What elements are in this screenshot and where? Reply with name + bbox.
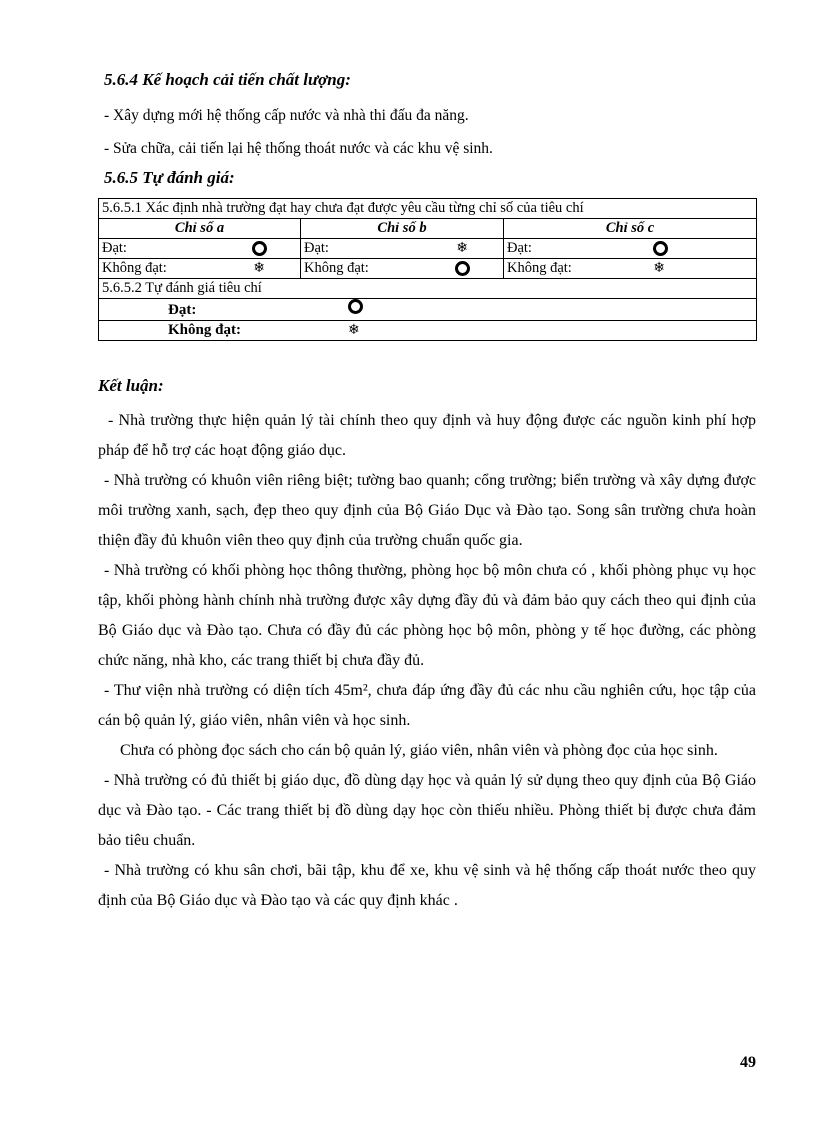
section-heading-565: 5.6.5 Tự đánh giá: bbox=[104, 168, 235, 187]
dat-label: Đạt: bbox=[507, 240, 532, 256]
khong-dat-label: Không đạt: bbox=[304, 260, 369, 276]
conclusion-body bbox=[98, 406, 756, 916]
snowflake-mark-icon: ❄ bbox=[456, 240, 468, 256]
cell-b-khong-dat bbox=[301, 259, 504, 279]
conclusion-paragraph-6: - Nhà trường có đủ thiết bị giáo dục, đồ dùng dạy học và quản lý sử dụng theo quy định của Bộ Giáo dục và Đào tạo. - Các trang thiết bị đồ dùng dạy học còn thiếu nhiều. Phòng thiết bị được chưa đảm bảo tiêu chuẩn. bbox=[98, 772, 756, 849]
snowflake-mark-icon: ❄ bbox=[653, 260, 666, 276]
section-heading-564: 5.6.4 Kế hoạch cải tiến chất lượng: bbox=[104, 70, 351, 89]
header-chi-so-a: Chỉ số a bbox=[99, 219, 301, 239]
conclusion-paragraph-4: - Thư viện nhà trường có diện tích 45m², chưa đáp ứng đầy đủ các nhu cầu nghiên cứu, học tập của cán bộ quản lý, giáo viên, nhân viên và học sinh. bbox=[98, 682, 756, 729]
improvement-item-2: - Sửa chữa, cải tiến lại hệ thống thoát nước và các khu vệ sinh. bbox=[104, 140, 493, 157]
conclusion-paragraph-1: - Nhà trường thực hiện quản lý tài chính theo quy định và huy động được các nguồn kinh phí hợp pháp để hỗ trợ các hoạt động giáo dục. bbox=[98, 412, 756, 459]
cell-c-dat bbox=[504, 239, 757, 259]
summary-dat-label: Đạt: bbox=[168, 302, 197, 318]
summary-dat-cell bbox=[99, 299, 757, 321]
conclusion-paragraph-3: - Nhà trường có khối phòng học thông thường, phòng học bộ môn chưa có , khối phòng phục vụ học tập, khối phòng hành chính nhà trường được xây dựng đầy đủ và đảm bảo quy cách theo qui định của Bộ Giáo dục và Đào tạo. Chưa có đầy đủ các phòng học bộ môn, phòng y tế học đường, các phòng chức năng, nhà kho, các trang thiết bị chưa đầy đủ. bbox=[98, 562, 756, 669]
conclusion-paragraph-7: - Nhà trường có khu sân chơi, bãi tập, khu để xe, khu vệ sinh và hệ thống cấp thoát nước theo quy định của Bộ Giáo dục và Đào tạo và các quy định khác . bbox=[98, 862, 756, 909]
dat-label: Đạt: bbox=[304, 240, 329, 256]
improvement-item-1: - Xây dựng mới hệ thống cấp nước và nhà thi đấu đa năng. bbox=[104, 107, 469, 124]
khong-dat-label: Không đạt: bbox=[507, 260, 572, 276]
conclusion-paragraph-2: - Nhà trường có khuôn viên riêng biệt; tường bao quanh; cổng trường; biển trường và xây dựng được môi trường xanh, sạch, đẹp theo quy định của Bộ Giáo Dục và Đào tạo. Song sân trường chưa hoàn thiện đầy đủ khuôn viên theo quy định của trường chuẩn quốc gia. bbox=[98, 472, 756, 549]
circle-mark-icon bbox=[348, 299, 363, 314]
circle-mark-icon bbox=[653, 241, 668, 256]
criteria-title-cell: 5.6.5.1 Xác định nhà trường đạt hay chưa đạt được yêu cầu từng chỉ số của tiêu chí bbox=[99, 199, 757, 219]
conclusion-paragraph-5: Chưa có phòng đọc sách cho cán bộ quản lý, giáo viên, nhân viên và phòng đọc của học sinh. bbox=[120, 742, 718, 759]
dat-label: Đạt: bbox=[102, 240, 127, 256]
snowflake-mark-icon: ❄ bbox=[348, 323, 360, 338]
circle-mark-icon bbox=[455, 261, 470, 276]
cell-c-khong-dat bbox=[504, 259, 757, 279]
circle-mark-icon bbox=[252, 241, 267, 256]
summary-khong-dat-cell bbox=[99, 321, 757, 341]
cell-a-dat bbox=[99, 239, 301, 259]
evaluation-table bbox=[98, 198, 757, 341]
header-chi-so-c: Chỉ số c bbox=[504, 219, 757, 239]
page-number: 49 bbox=[740, 1054, 756, 1071]
cell-a-khong-dat bbox=[99, 259, 301, 279]
self-assessment-title-cell: 5.6.5.2 Tự đánh giá tiêu chí bbox=[99, 279, 757, 299]
snowflake-mark-icon: ❄ bbox=[253, 260, 265, 276]
cell-b-dat bbox=[301, 239, 504, 259]
khong-dat-label: Không đạt: bbox=[102, 260, 167, 276]
conclusion-heading: Kết luận: bbox=[98, 376, 164, 395]
header-chi-so-b: Chỉ số b bbox=[301, 219, 504, 239]
summary-khong-dat-label: Không đạt: bbox=[168, 322, 241, 338]
